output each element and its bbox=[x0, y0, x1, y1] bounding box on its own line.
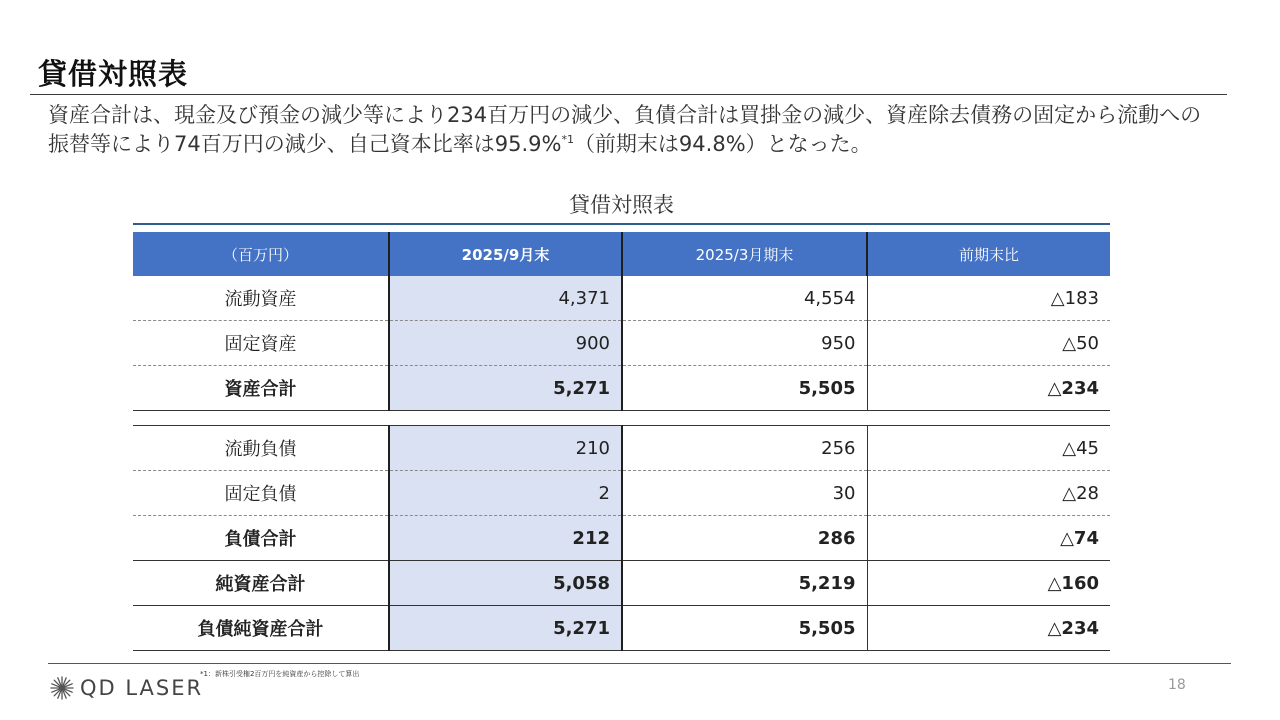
row-label: 固定資産 bbox=[133, 321, 389, 366]
current-value: 4,371 bbox=[389, 276, 622, 321]
change-value: △234 bbox=[867, 606, 1110, 651]
current-value: 900 bbox=[389, 321, 622, 366]
prior-value: 30 bbox=[622, 471, 867, 516]
prior-value: 256 bbox=[622, 426, 867, 471]
current-value: 210 bbox=[389, 426, 622, 471]
row-label: 流動資産 bbox=[133, 276, 389, 321]
table-caption: 貸借対照表 bbox=[569, 193, 674, 217]
change-value: △74 bbox=[867, 516, 1110, 561]
starburst-logo-icon bbox=[50, 676, 74, 700]
header-current-period: 2025/9月末 bbox=[389, 232, 622, 276]
row-label: 負債純資産合計 bbox=[133, 606, 389, 651]
logo-wordmark: QD LASER bbox=[80, 676, 204, 700]
prior-value: 4,554 bbox=[622, 276, 867, 321]
balance-sheet-table bbox=[133, 232, 1110, 651]
prior-value: 5,505 bbox=[622, 366, 867, 411]
change-value: △183 bbox=[867, 276, 1110, 321]
page-title: 貸借対照表 bbox=[38, 57, 189, 91]
header-change: 前期末比 bbox=[867, 232, 1110, 276]
current-value: 2 bbox=[389, 471, 622, 516]
footnote: *1：新株引受権2百万円を純資産から控除して算出 bbox=[200, 670, 360, 678]
spacer-cell bbox=[133, 411, 1110, 426]
row-label: 固定負債 bbox=[133, 471, 389, 516]
table-spacer bbox=[133, 411, 1110, 426]
row-label: 負債合計 bbox=[133, 516, 389, 561]
prior-value: 5,505 bbox=[622, 606, 867, 651]
table-row-total bbox=[133, 606, 1110, 651]
summary-part-2: （前期末は94.8%）となった。 bbox=[573, 132, 872, 156]
caption-divider bbox=[133, 223, 1110, 225]
row-label: 流動負債 bbox=[133, 426, 389, 471]
table-row bbox=[133, 426, 1110, 471]
current-value: 5,271 bbox=[389, 366, 622, 411]
page-number: 18 bbox=[1168, 677, 1186, 693]
header-prior-period: 2025/3月期末 bbox=[622, 232, 867, 276]
change-value: △160 bbox=[867, 561, 1110, 606]
current-value: 5,271 bbox=[389, 606, 622, 651]
change-value: △45 bbox=[867, 426, 1110, 471]
change-value: △234 bbox=[867, 366, 1110, 411]
current-value: 212 bbox=[389, 516, 622, 561]
current-value: 5,058 bbox=[389, 561, 622, 606]
title-divider bbox=[30, 94, 1227, 95]
row-label: 資産合計 bbox=[133, 366, 389, 411]
table-row-total bbox=[133, 561, 1110, 606]
table-header-row bbox=[133, 232, 1110, 276]
table-row-total bbox=[133, 366, 1110, 411]
table-row bbox=[133, 276, 1110, 321]
prior-value: 286 bbox=[622, 516, 867, 561]
row-label: 純資産合計 bbox=[133, 561, 389, 606]
prior-value: 5,219 bbox=[622, 561, 867, 606]
table-row-total bbox=[133, 516, 1110, 561]
summary-text bbox=[48, 101, 1208, 159]
summary-part-1: 資産合計は、現金及び預金の減少等により234百万円の減少、負債合計は買掛金の減少、資産除去債務の固定から流動への振替等により74百万円の減少、自己資本比率は95.9% bbox=[48, 103, 1202, 156]
table-row bbox=[133, 471, 1110, 516]
change-value: △28 bbox=[867, 471, 1110, 516]
summary-footnote-marker: *1 bbox=[561, 133, 574, 146]
header-unit: （百万円） bbox=[133, 232, 389, 276]
change-value: △50 bbox=[867, 321, 1110, 366]
prior-value: 950 bbox=[622, 321, 867, 366]
table-row bbox=[133, 321, 1110, 366]
company-logo bbox=[50, 673, 203, 703]
footer-divider bbox=[48, 663, 1231, 664]
